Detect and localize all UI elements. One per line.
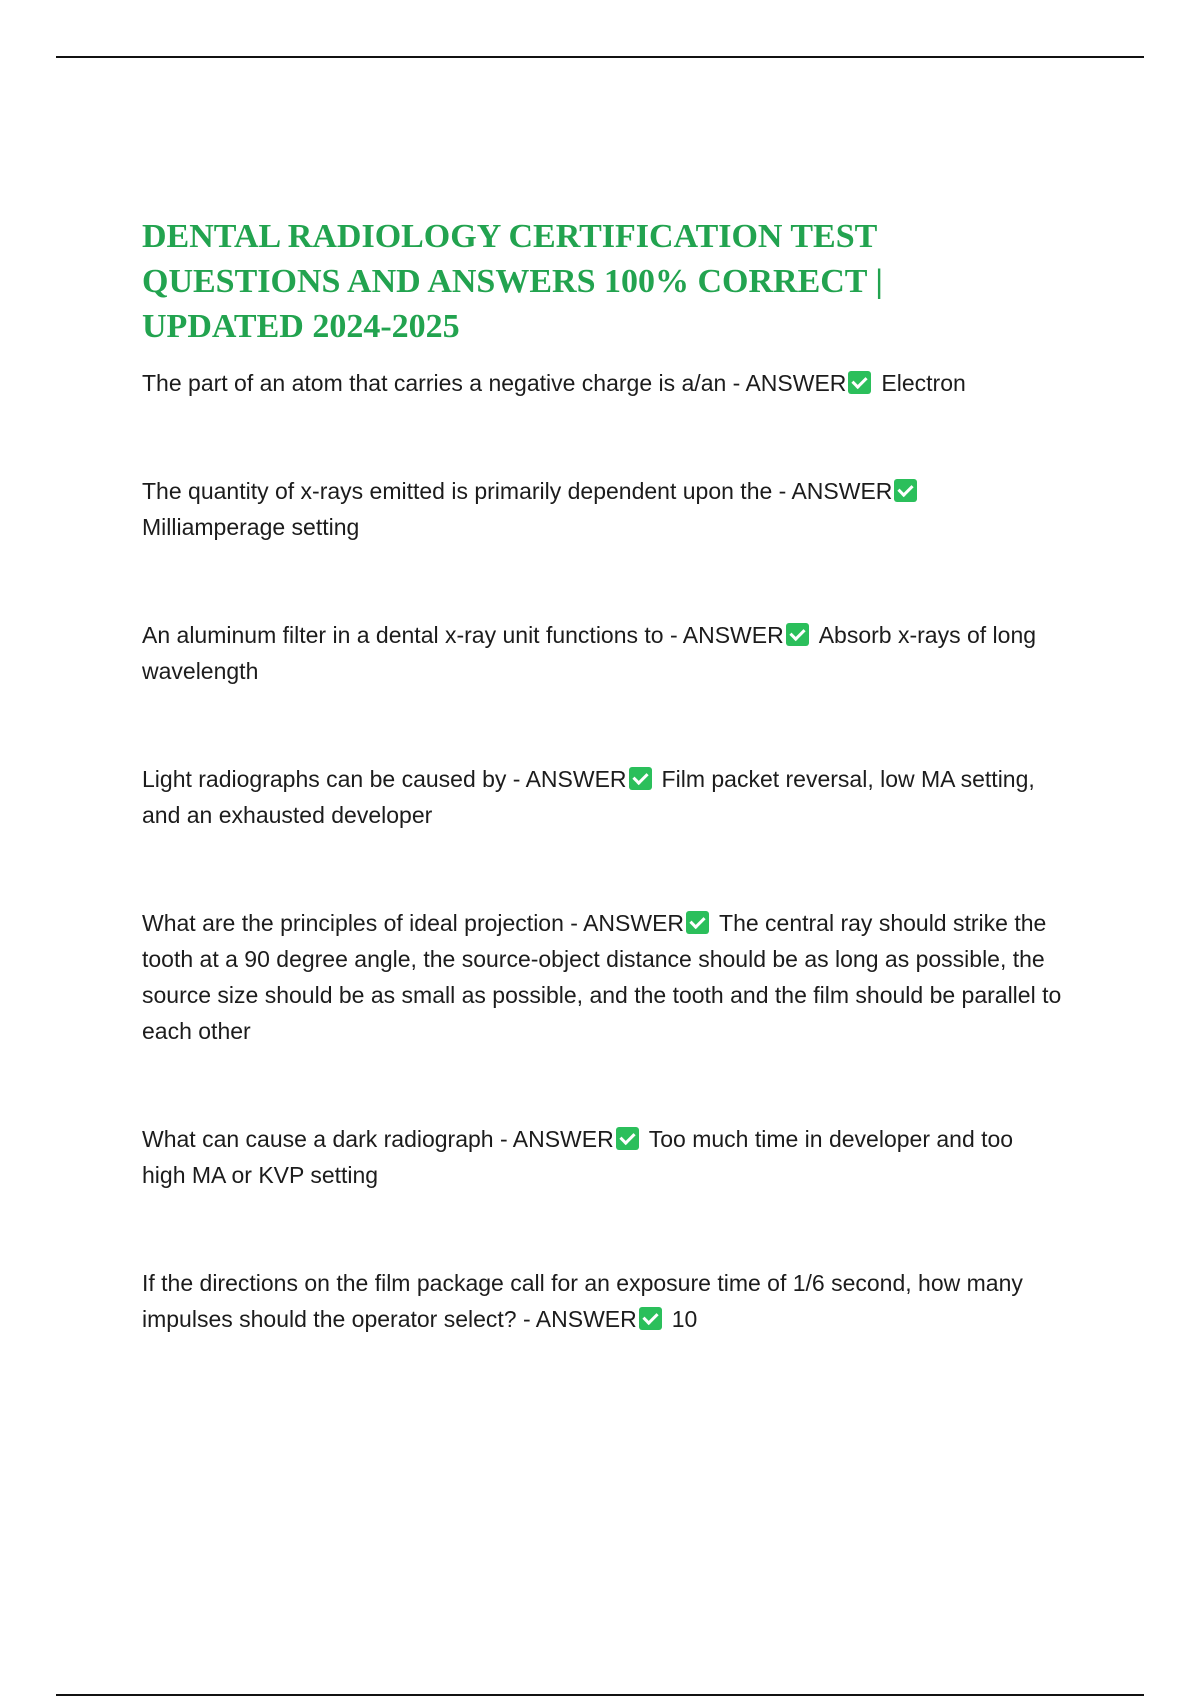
qa-item <box>142 905 1062 1049</box>
title-line-3: UPDATED 2024-2025 <box>142 308 460 345</box>
check-icon <box>848 371 871 394</box>
title-line-1: DENTAL RADIOLOGY CERTIFICATION TEST <box>142 218 878 255</box>
answer-text: Film packet reversal, low MA setting, and an exhausted developer <box>142 766 1035 828</box>
question-text: What can cause a dark radiograph - <box>142 1126 513 1152</box>
answer-text: 10 <box>671 1306 698 1332</box>
check-icon <box>786 623 809 646</box>
answer-text: The central ray should strike the tooth at a 90 degree angle, the source-object distance should be as long as possible, the source size should be as small as possible, and the tooth and the film should be parallel to each other <box>142 910 1062 1044</box>
question-text: Light radiographs can be caused by - <box>142 766 526 792</box>
answer-marker: ANSWER <box>583 910 685 936</box>
question-text: What are the principles of ideal projection - <box>142 910 584 936</box>
answer-marker: ANSWER <box>682 622 784 648</box>
bottom-divider <box>56 1694 1144 1696</box>
answer-marker: ANSWER <box>512 1126 614 1152</box>
answer-marker: ANSWER <box>791 478 893 504</box>
answer-marker: ANSWER <box>525 766 627 792</box>
title-line-2: QUESTIONS AND ANSWERS 100% CORRECT | <box>142 263 883 300</box>
document-title <box>142 214 1062 349</box>
answer-text: Milliamperage setting <box>142 514 360 540</box>
question-text: The part of an atom that carries a negative charge is a/an - <box>142 370 746 396</box>
answer-marker: ANSWER <box>745 370 847 396</box>
answer-text: Absorb x-rays of long wavelength <box>142 622 1037 684</box>
qa-item <box>142 365 1062 401</box>
qa-item <box>142 617 1062 689</box>
question-text: If the directions on the film package call for an exposure time of 1/6 second, how many impulses should the operator select? - <box>142 1270 1023 1332</box>
answer-marker: ANSWER <box>535 1306 637 1332</box>
qa-list <box>142 365 1062 1337</box>
answer-text: Too much time in developer and too high MA or KVP setting <box>142 1126 1014 1188</box>
qa-item <box>142 761 1062 833</box>
top-divider <box>56 56 1144 58</box>
check-icon <box>686 911 709 934</box>
check-icon <box>639 1307 662 1330</box>
check-icon <box>894 479 917 502</box>
answer-text: Electron <box>881 370 966 396</box>
qa-item <box>142 1121 1062 1193</box>
qa-item <box>142 1265 1062 1337</box>
qa-item <box>142 473 1062 545</box>
question-text: The quantity of x-rays emitted is primarily dependent upon the - <box>142 478 792 504</box>
check-icon <box>616 1127 639 1150</box>
document-body <box>142 214 1062 1409</box>
check-icon <box>629 767 652 790</box>
question-text: An aluminum filter in a dental x-ray unit functions to - <box>142 622 683 648</box>
